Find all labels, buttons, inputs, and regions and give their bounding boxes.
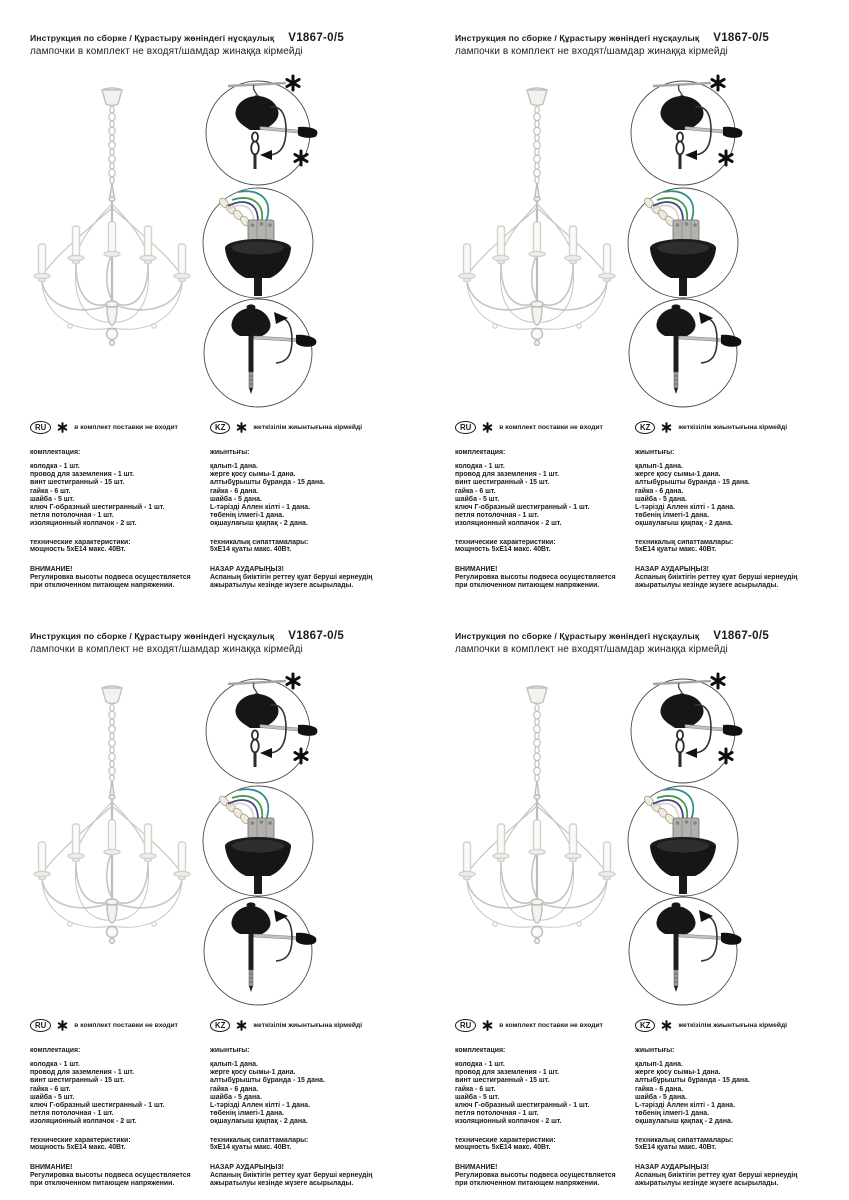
parts-list-item: қалып-1 дана. bbox=[635, 1061, 683, 1068]
instruction-sheet bbox=[425, 598, 849, 1196]
parts-list-item: колодка - 1 шт. bbox=[455, 463, 505, 470]
parts-list-item: провод для заземления - 1 шт. bbox=[455, 471, 560, 479]
parts-list-item: петля потолочная - 1 шт. bbox=[30, 512, 114, 520]
parts-list-item: винт шестигранный - 15 шт. bbox=[30, 1077, 125, 1085]
ru-specs: мощность 5хЕ14 макс. 40Вт. bbox=[455, 545, 551, 553]
ru-badge: RU bbox=[455, 421, 476, 434]
ru-list-title: комплектация: bbox=[455, 449, 506, 456]
kz-note: жеткізілім жиынтығына кірмейді bbox=[678, 424, 788, 431]
title-row bbox=[455, 630, 840, 642]
parts-list-item: шайба - 5 шт. bbox=[30, 1093, 75, 1101]
parts-list-item: төбенің ілмегі-1 дана. bbox=[210, 1110, 284, 1118]
center-finial bbox=[106, 899, 118, 943]
terminal-block bbox=[248, 220, 274, 242]
chain bbox=[534, 107, 540, 184]
sheet-bottom-right bbox=[425, 598, 849, 1196]
step-2-circle bbox=[203, 786, 313, 896]
terminal-block bbox=[673, 818, 699, 840]
parts-list-item: гайка - 6 дана. bbox=[210, 487, 259, 495]
ru-badge: RU bbox=[30, 1019, 51, 1032]
instruction-sheet bbox=[0, 0, 424, 598]
parts-list-item: қалып-1 дана. bbox=[635, 463, 683, 470]
parts-list-item: гайка - 6 шт. bbox=[455, 487, 496, 495]
ceiling-cup bbox=[102, 88, 122, 106]
parts-list-item: ключ Г-образный шестигранный - 1 шт. bbox=[455, 504, 590, 512]
kz-specs-title: техникалық сипаттамалары: bbox=[635, 538, 734, 546]
ru-parts-list bbox=[30, 463, 205, 529]
chandelier-illustration bbox=[30, 684, 205, 949]
parts-list-item: шайба - 5 дана. bbox=[210, 495, 262, 503]
parts-list-item: шайба - 5 дана. bbox=[635, 495, 687, 503]
step-2-circle bbox=[203, 188, 313, 298]
ru-note-row bbox=[455, 421, 630, 434]
parts-list-item: гайка - 6 шт. bbox=[30, 1085, 71, 1093]
kz-list-title: жиынтығы: bbox=[210, 1047, 250, 1054]
parts-list-item: шайба - 5 шт. bbox=[30, 495, 75, 503]
ru-note: в комплект поставки не входит bbox=[499, 1022, 603, 1029]
kz-note-row bbox=[210, 1019, 405, 1032]
parts-list-item: ключ Г-образный шестигранный - 1 шт. bbox=[30, 504, 165, 512]
kz-parts-list bbox=[210, 463, 405, 529]
instruction-sheet bbox=[0, 598, 424, 1196]
kz-specs: 5хЕ14 қуаты макс. 40Вт. bbox=[210, 1143, 292, 1151]
ru-section bbox=[455, 421, 630, 590]
ru-specs-title: технические характеристики: bbox=[30, 538, 131, 546]
hanging-rod bbox=[674, 336, 679, 394]
ru-warning-title: ВНИМАНИЕ! bbox=[30, 1163, 73, 1171]
kz-section bbox=[210, 421, 405, 590]
asterisk-icon bbox=[712, 674, 724, 688]
sheet-title: Инструкция по сборке / Құрастыру жөніндегі нұсқаулық bbox=[30, 33, 275, 43]
parts-list-item: гайка - 6 шт. bbox=[455, 1085, 496, 1093]
ru-note: в комплект поставки не входит bbox=[74, 1022, 178, 1029]
asterisk-icon bbox=[57, 422, 68, 433]
kz-specs-title: техникалық сипаттамалары: bbox=[635, 1136, 734, 1144]
hanging-rod bbox=[249, 336, 254, 394]
sheet-top-left bbox=[0, 0, 424, 598]
parts-list-item: колодка - 1 шт. bbox=[455, 1061, 505, 1068]
parts-list-item: L-тәрізді Аллен кілті - 1 дана. bbox=[635, 1102, 736, 1110]
ru-section bbox=[30, 421, 205, 590]
chain bbox=[109, 107, 115, 184]
ru-warning-title: ВНИМАНИЕ! bbox=[30, 565, 73, 573]
parts-list-item: алтыбұрышты бұранда - 15 дана. bbox=[210, 479, 325, 487]
hanging-rod bbox=[674, 934, 679, 992]
title-row bbox=[455, 32, 840, 44]
parts-list-item: петля потолочная - 1 шт. bbox=[455, 1110, 539, 1118]
parts-list-item: алтыбұрышты бұранда - 15 дана. bbox=[210, 1077, 325, 1085]
sheet-title: Инструкция по сборке / Құрастыру жөніндегі нұсқаулық bbox=[30, 631, 275, 641]
parts-list-item: гайка - 6 дана. bbox=[210, 1085, 259, 1093]
ru-badge: RU bbox=[455, 1019, 476, 1032]
ru-warning-text: Регулировка высоты подвеса осуществляется при отключенном питающем напряжении. bbox=[455, 1171, 616, 1188]
kz-parts-list bbox=[210, 1061, 405, 1127]
step-3-circle bbox=[204, 299, 316, 407]
parts-list-item: изоляционный колпачок - 2 шт. bbox=[30, 520, 137, 528]
step-3-circle bbox=[204, 897, 316, 1005]
parts-list-item: колодка - 1 шт. bbox=[30, 1061, 80, 1068]
ru-specs: мощность 5хЕ14 макс. 40Вт. bbox=[455, 1143, 551, 1151]
parts-list-item: шайба - 5 шт. bbox=[455, 1093, 500, 1101]
ru-specs-title: технические характеристики: bbox=[455, 1136, 556, 1144]
kz-note-row bbox=[210, 421, 405, 434]
model-number: V1867-0/5 bbox=[288, 630, 345, 642]
hanging-rod bbox=[249, 934, 254, 992]
parts-list-item: оқшаулағыш қақпақ - 2 дана. bbox=[635, 1118, 733, 1126]
assembly-steps-illustration bbox=[200, 70, 320, 420]
parts-list-item: гайка - 6 шт. bbox=[30, 487, 71, 495]
parts-list-item: оқшаулағыш қақпақ - 2 дана. bbox=[210, 520, 308, 528]
kz-warning-text: Аспаның биіктігін реттеу қуат беруші кернеудің ажыратылуы кезінде жүзеге асырылады. bbox=[210, 573, 373, 590]
parts-list-item: гайка - 6 дана. bbox=[635, 487, 684, 495]
kz-list-title: жиынтығы: bbox=[210, 449, 250, 456]
ceiling-cup bbox=[102, 686, 122, 704]
parts-list-item: жерге қосу сымы-1 дана. bbox=[210, 471, 296, 479]
sheet-header bbox=[455, 32, 840, 57]
kz-section bbox=[210, 1019, 405, 1188]
kz-note: жеткізілім жиынтығына кірмейді bbox=[253, 424, 363, 431]
ru-note-row bbox=[455, 1019, 630, 1032]
step-3-circle bbox=[629, 299, 741, 407]
step-2-circle bbox=[628, 786, 738, 896]
kz-specs: 5хЕ14 қуаты макс. 40Вт. bbox=[635, 1143, 717, 1151]
ru-warning-title: ВНИМАНИЕ! bbox=[455, 565, 498, 573]
kz-badge: KZ bbox=[210, 421, 230, 434]
chain bbox=[534, 705, 540, 782]
parts-list-item: винт шестигранный - 15 шт. bbox=[455, 1077, 550, 1085]
sheet-header bbox=[30, 630, 415, 655]
parts-list-item: провод для заземления - 1 шт. bbox=[30, 1069, 135, 1077]
terminal-block bbox=[248, 818, 274, 840]
ru-list-title: комплектация: bbox=[455, 1047, 506, 1054]
chain bbox=[109, 705, 115, 782]
kz-badge: KZ bbox=[635, 1019, 655, 1032]
assembly-steps-illustration bbox=[200, 668, 320, 1018]
kz-specs: 5хЕ14 қуаты макс. 40Вт. bbox=[210, 545, 292, 553]
parts-list-item: L-тәрізді Аллен кілті - 1 дана. bbox=[635, 504, 736, 512]
parts-list-item: шайба - 5 дана. bbox=[635, 1093, 687, 1101]
title-row bbox=[30, 630, 415, 642]
ru-section bbox=[30, 1019, 205, 1188]
parts-list-item: алтыбұрышты бұранда - 15 дана. bbox=[635, 479, 750, 487]
asterisk-icon bbox=[287, 76, 299, 90]
ru-warning-text: Регулировка высоты подвеса осуществляется при отключенном питающем напряжении. bbox=[30, 1171, 191, 1188]
assembly-steps-illustration bbox=[625, 668, 745, 1018]
ru-note-row bbox=[30, 1019, 205, 1032]
instruction-sheet bbox=[425, 0, 849, 598]
asterisk-icon bbox=[236, 1020, 247, 1031]
kz-warning-text: Аспаның биіктігін реттеу қуат беруші кернеудің ажыратылуы кезінде жүзеге асырылады. bbox=[635, 573, 798, 590]
ru-specs-title: технические характеристики: bbox=[30, 1136, 131, 1144]
sheet-subtitle: лампочки в комплект не входят/шамдар жинаққа кірмейді bbox=[455, 46, 728, 57]
kz-badge: KZ bbox=[210, 1019, 230, 1032]
parts-list-item: винт шестигранный - 15 шт. bbox=[455, 479, 550, 487]
ru-note-row bbox=[30, 421, 205, 434]
model-number: V1867-0/5 bbox=[713, 32, 770, 44]
kz-section bbox=[635, 1019, 830, 1188]
ceiling-cup bbox=[527, 686, 547, 704]
chandelier-illustration bbox=[30, 86, 205, 351]
ru-note: в комплект поставки не входит bbox=[499, 424, 603, 431]
asterisk-icon bbox=[236, 422, 247, 433]
parts-list-item: петля потолочная - 1 шт. bbox=[30, 1110, 114, 1118]
parts-list-item: алтыбұрышты бұранда - 15 дана. bbox=[635, 1077, 750, 1085]
chandelier-illustration bbox=[455, 86, 630, 351]
sheet-subtitle: лампочки в комплект не входят/шамдар жинаққа кірмейді bbox=[30, 46, 303, 57]
kz-parts-list bbox=[635, 463, 830, 529]
parts-list-item: изоляционный колпачок - 2 шт. bbox=[30, 1118, 137, 1126]
ru-warning-text: Регулировка высоты подвеса осуществляется при отключенном питающем напряжении. bbox=[455, 573, 616, 590]
sheet-subtitle: лампочки в комплект не входят/шамдар жинаққа кірмейді bbox=[30, 644, 303, 655]
parts-list-item: жерге қосу сымы-1 дана. bbox=[210, 1069, 296, 1077]
ru-list-title: комплектация: bbox=[30, 449, 81, 456]
parts-list-item: L-тәрізді Аллен кілті - 1 дана. bbox=[210, 504, 311, 512]
sheet-bottom-left bbox=[0, 598, 424, 1196]
sheet-title: Инструкция по сборке / Құрастыру жөніндегі нұсқаулық bbox=[455, 33, 700, 43]
sheet-subtitle: лампочки в комплект не входят/шамдар жинаққа кірмейді bbox=[455, 644, 728, 655]
parts-list-item: L-тәрізді Аллен кілті - 1 дана. bbox=[210, 1102, 311, 1110]
sheet-top-right bbox=[425, 0, 849, 598]
sheet-title: Инструкция по сборке / Құрастыру жөніндегі нұсқаулық bbox=[455, 631, 700, 641]
step-1-circle bbox=[631, 76, 742, 185]
model-number: V1867-0/5 bbox=[288, 32, 345, 44]
ru-section bbox=[455, 1019, 630, 1188]
center-finial bbox=[531, 899, 543, 943]
kz-note-row bbox=[635, 421, 830, 434]
parts-list-item: шайба - 5 дана. bbox=[210, 1093, 262, 1101]
parts-list-item: қалып-1 дана. bbox=[210, 1061, 258, 1068]
center-finial bbox=[531, 301, 543, 345]
parts-list-item: ключ Г-образный шестигранный - 1 шт. bbox=[455, 1102, 590, 1110]
ru-warning-title: ВНИМАНИЕ! bbox=[455, 1163, 498, 1171]
ru-note: в комплект поставки не входит bbox=[74, 424, 178, 431]
center-finial bbox=[106, 301, 118, 345]
asterisk-icon bbox=[57, 1020, 68, 1031]
sheet-header bbox=[455, 630, 840, 655]
parts-list-item: оқшаулағыш қақпақ - 2 дана. bbox=[635, 520, 733, 528]
parts-list-item: төбенің ілмегі-1 дана. bbox=[635, 1110, 709, 1118]
kz-list-title: жиынтығы: bbox=[635, 1047, 675, 1054]
parts-list-item: гайка - 6 дана. bbox=[635, 1085, 684, 1093]
parts-list-item: ключ Г-образный шестигранный - 1 шт. bbox=[30, 1102, 165, 1110]
kz-note-row bbox=[635, 1019, 830, 1032]
asterisk-icon bbox=[661, 1020, 672, 1031]
ru-specs: мощность 5хЕ14 макс. 40Вт. bbox=[30, 545, 126, 553]
kz-specs-title: техникалық сипаттамалары: bbox=[210, 1136, 309, 1144]
ru-parts-list bbox=[455, 1061, 630, 1127]
ru-specs: мощность 5хЕ14 макс. 40Вт. bbox=[30, 1143, 126, 1151]
terminal-block bbox=[673, 220, 699, 242]
kz-note: жеткізілім жиынтығына кірмейді bbox=[253, 1022, 363, 1029]
kz-warning-title: НАЗАР АУДАРЫҢЫЗ! bbox=[210, 565, 284, 573]
kz-warning-title: НАЗАР АУДАРЫҢЫЗ! bbox=[635, 1163, 709, 1171]
parts-list-item: колодка - 1 шт. bbox=[30, 463, 80, 470]
parts-list-item: винт шестигранный - 15 шт. bbox=[30, 479, 125, 487]
kz-note: жеткізілім жиынтығына кірмейді bbox=[678, 1022, 788, 1029]
parts-list-item: оқшаулағыш қақпақ - 2 дана. bbox=[210, 1118, 308, 1126]
step-1-circle bbox=[631, 674, 742, 783]
asterisk-icon bbox=[712, 76, 724, 90]
kz-warning-title: НАЗАР АУДАРЫҢЫЗ! bbox=[210, 1163, 284, 1171]
ru-specs-title: технические характеристики: bbox=[455, 538, 556, 546]
parts-list-item: изоляционный колпачок - 2 шт. bbox=[455, 1118, 562, 1126]
kz-specs: 5хЕ14 қуаты макс. 40Вт. bbox=[635, 545, 717, 553]
kz-list-title: жиынтығы: bbox=[635, 449, 675, 456]
parts-list-item: жерге қосу сымы-1 дана. bbox=[635, 1069, 721, 1077]
chandelier-illustration bbox=[455, 684, 630, 949]
assembly-steps-illustration bbox=[625, 70, 745, 420]
ceiling-cup bbox=[527, 88, 547, 106]
kz-warning-text: Аспаның биіктігін реттеу қуат беруші кернеудің ажыратылуы кезінде жүзеге асырылады. bbox=[635, 1171, 798, 1188]
ru-parts-list bbox=[30, 1061, 205, 1127]
model-number: V1867-0/5 bbox=[713, 630, 770, 642]
ru-list-title: комплектация: bbox=[30, 1047, 81, 1054]
parts-list-item: провод для заземления - 1 шт. bbox=[30, 471, 135, 479]
ru-parts-list bbox=[455, 463, 630, 529]
asterisk-icon bbox=[287, 674, 299, 688]
step-2-circle bbox=[628, 188, 738, 298]
step-3-circle bbox=[629, 897, 741, 1005]
step-1-circle bbox=[206, 76, 317, 185]
parts-list-item: шайба - 5 шт. bbox=[455, 495, 500, 503]
asterisk-icon bbox=[661, 422, 672, 433]
kz-warning-title: НАЗАР АУДАРЫҢЫЗ! bbox=[635, 565, 709, 573]
parts-list-item: төбенің ілмегі-1 дана. bbox=[210, 512, 284, 520]
ru-badge: RU bbox=[30, 421, 51, 434]
title-row bbox=[30, 32, 415, 44]
parts-list-item: изоляционный колпачок - 2 шт. bbox=[455, 520, 562, 528]
ru-warning-text: Регулировка высоты подвеса осуществляется при отключенном питающем напряжении. bbox=[30, 573, 191, 590]
parts-list-item: төбенің ілмегі-1 дана. bbox=[635, 512, 709, 520]
kz-section bbox=[635, 421, 830, 590]
kz-badge: KZ bbox=[635, 421, 655, 434]
parts-list-item: жерге қосу сымы-1 дана. bbox=[635, 471, 721, 479]
kz-parts-list bbox=[635, 1061, 830, 1127]
kz-specs-title: техникалық сипаттамалары: bbox=[210, 538, 309, 546]
parts-list-item: қалып-1 дана. bbox=[210, 463, 258, 470]
asterisk-icon bbox=[482, 422, 493, 433]
asterisk-icon bbox=[482, 1020, 493, 1031]
sheet-header bbox=[30, 32, 415, 57]
parts-list-item: провод для заземления - 1 шт. bbox=[455, 1069, 560, 1077]
parts-list-item: петля потолочная - 1 шт. bbox=[455, 512, 539, 520]
kz-warning-text: Аспаның биіктігін реттеу қуат беруші кернеудің ажыратылуы кезінде жүзеге асырылады. bbox=[210, 1171, 373, 1188]
step-1-circle bbox=[206, 674, 317, 783]
